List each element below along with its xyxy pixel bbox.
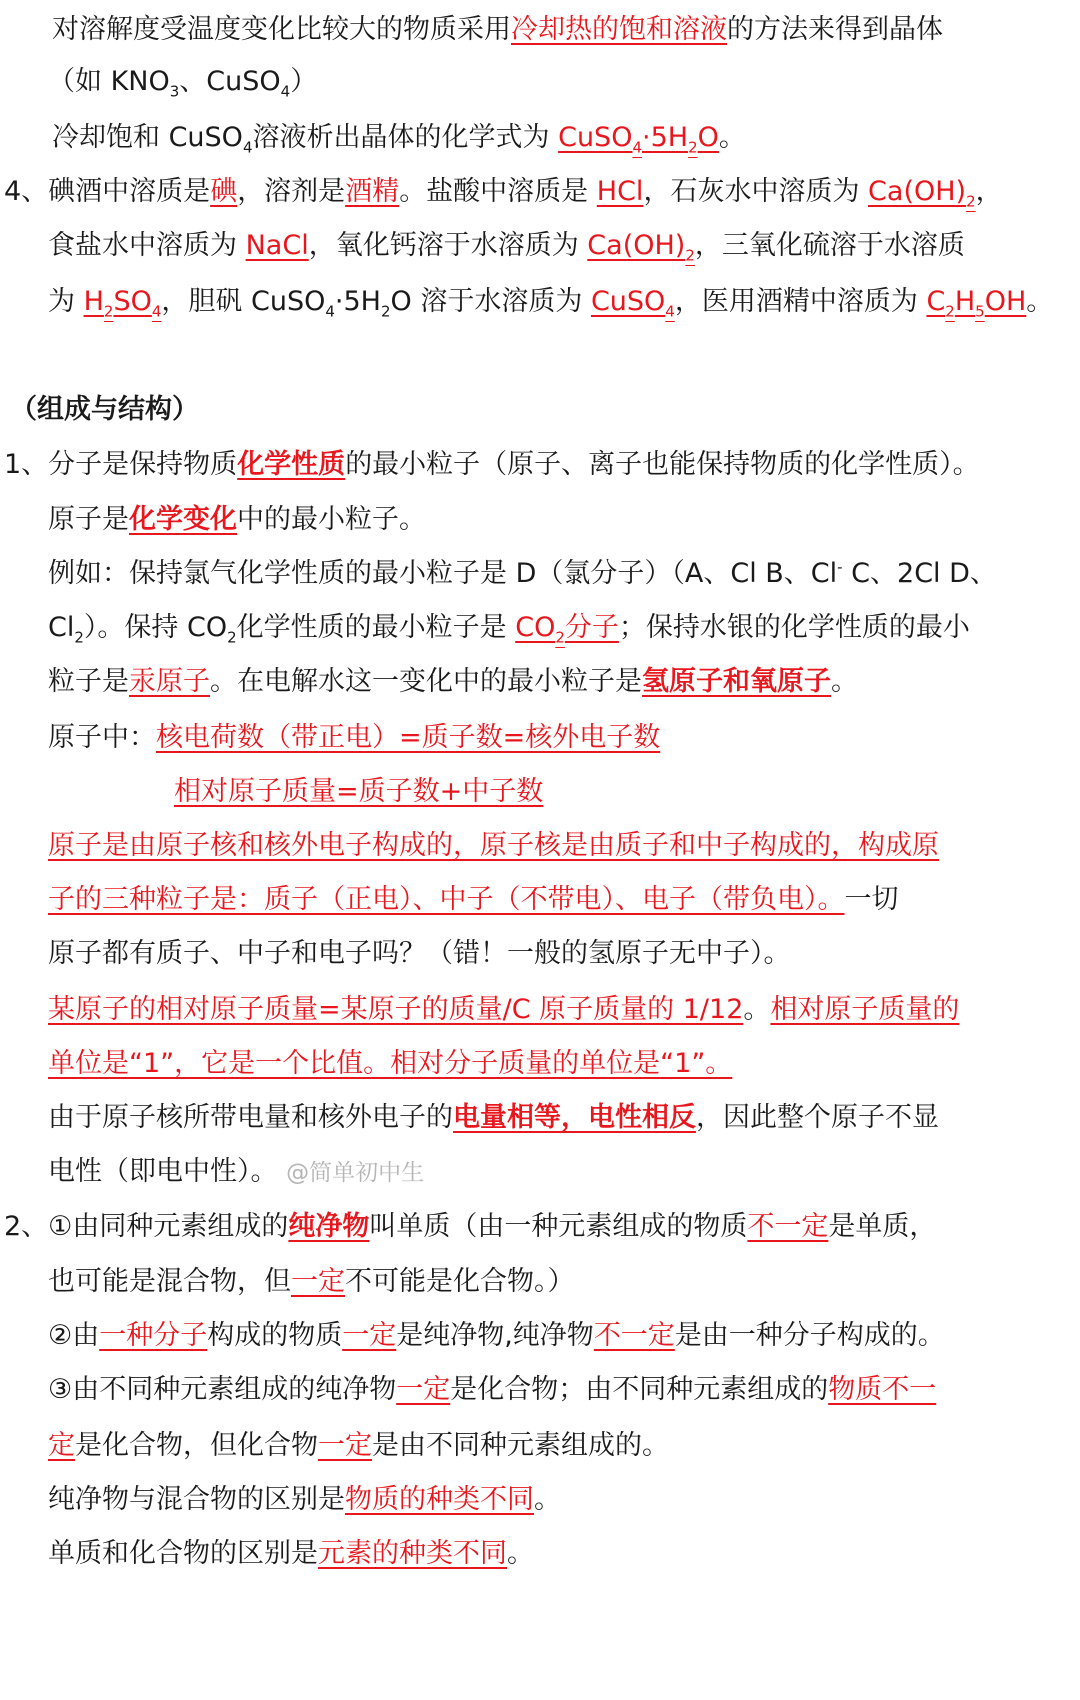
highlighted-answer: 化学变化 xyxy=(129,504,237,535)
highlighted-answer: 化学性质 xyxy=(237,449,346,480)
text-segment: C、2Cl D、 xyxy=(842,558,997,589)
text-segment: 原子是 xyxy=(48,504,129,535)
text-line xyxy=(0,272,1080,332)
highlighted-answer: 电量相等，电性相反 xyxy=(453,1102,696,1133)
highlighted-answer: 相对原子质量=质子数+中子数 xyxy=(174,776,544,807)
text-segment: ，医用酒精中溶质为 xyxy=(674,286,927,317)
highlighted-answer: 氢原子和氧原子 xyxy=(642,666,831,697)
text-segment: 的方法来得到晶体 xyxy=(727,14,943,45)
text-line xyxy=(0,1524,1080,1584)
highlighted-answer: Ca(OH) xyxy=(868,176,967,207)
text-segment: 。 xyxy=(743,994,771,1025)
highlighted-answer: 4 xyxy=(632,138,642,157)
text-line xyxy=(0,1088,1080,1148)
text-line xyxy=(0,980,1080,1040)
text-segment: 。 xyxy=(534,1484,561,1515)
text-segment: 也可能是混合物，但 xyxy=(48,1266,291,1297)
highlighted-answer: 不一定 xyxy=(593,1320,675,1351)
text-segment: 例如：保持氯气化学性质的最小粒子是 D（氯分子）（A、Cl B、Cl xyxy=(48,558,838,589)
text-segment: 。盐酸中溶质是 xyxy=(399,176,597,207)
highlighted-answer: 一定 xyxy=(342,1320,397,1351)
highlighted-answer: 核电荷数（带正电）=质子数=核外电子数 xyxy=(156,722,661,753)
highlighted-answer: O xyxy=(697,122,719,153)
text-segment: 。 xyxy=(718,122,746,153)
text-line xyxy=(0,652,1080,712)
text-segment: 单质和化合物的区别是 xyxy=(48,1538,318,1569)
text-segment: ·5H xyxy=(334,286,381,317)
text-segment: 一切 xyxy=(844,884,899,915)
highlighted-answer: CuSO xyxy=(558,122,633,153)
text-segment: ，氧化钙溶于水溶质为 xyxy=(308,230,588,261)
text-segment: ③由不同种元素组成的纯净物 xyxy=(48,1374,397,1405)
text-line xyxy=(0,1252,1080,1312)
text-segment: 冷却饱和 CuSO xyxy=(52,122,243,153)
text-line xyxy=(0,544,1080,604)
highlighted-answer: 子的三种粒子是：质子（正电）、中子（不带电）、电子（带负电）。 xyxy=(48,884,845,915)
highlighted-answer: 一定 xyxy=(396,1374,451,1405)
highlighted-answer: 2 xyxy=(103,302,114,321)
highlighted-answer: 分子 xyxy=(564,612,619,643)
text-segment: 是化合物；由不同种元素组成的 xyxy=(450,1374,829,1405)
highlighted-answer: 2 xyxy=(688,138,698,157)
text-segment: 2、①由同种元素组成的 xyxy=(4,1211,289,1242)
text-segment: 由于原子核所带电量和核外电子的 xyxy=(48,1102,453,1133)
highlighted-answer: 单位是“1”，它是一个比值。相对分子质量的单位是“1”。 xyxy=(48,1048,733,1079)
text-segment: 是化合物，但化合物 xyxy=(75,1430,318,1461)
highlighted-answer: 原子是由原子核和核外电子构成的，原子核是由质子和中子构成的，构成原 xyxy=(48,830,939,861)
text-segment: 纯净物与混合物的区别是 xyxy=(48,1484,345,1515)
text-segment: 。 xyxy=(1026,286,1054,317)
highlighted-answer: 2 xyxy=(555,628,565,647)
text-segment: 2 xyxy=(74,628,84,647)
text-segment: 构成的物质 xyxy=(207,1320,343,1351)
text-segment: 是由一种分子构成的。 xyxy=(674,1320,945,1351)
text-segment: ）。保持 CO xyxy=(83,612,228,643)
text-segment: ，石灰水中溶质为 xyxy=(643,176,869,207)
text-segment: 食盐水中溶质为 xyxy=(48,230,246,261)
text-segment: Cl xyxy=(48,612,75,643)
text-line xyxy=(0,870,1080,930)
text-line xyxy=(0,924,1080,984)
text-line xyxy=(0,490,1080,550)
highlighted-answer: H xyxy=(83,286,104,317)
text-segment: 4 xyxy=(325,302,335,321)
highlighted-answer: SO xyxy=(113,286,152,317)
text-segment: 叫单质（由一种元素组成的物质 xyxy=(369,1211,748,1242)
highlighted-answer: 冷却热的饱和溶液 xyxy=(511,14,727,45)
text-segment: 4、碘酒中溶质是 xyxy=(4,176,211,207)
text-segment: 对溶解度受温度变化比较大的物质采用 xyxy=(52,14,511,45)
text-segment: 原子都有质子、中子和电子吗？（错！一般的氢原子无中子）。 xyxy=(48,938,791,969)
text-segment: ，溶剂是 xyxy=(237,176,346,207)
highlighted-answer: 2 xyxy=(945,302,955,321)
text-segment: O 溶于水溶质为 xyxy=(390,286,591,317)
text-line xyxy=(0,1306,1080,1366)
text-segment: 不可能是化合物。） xyxy=(345,1266,575,1297)
text-segment: 为 xyxy=(48,286,84,317)
text-segment: ） xyxy=(290,66,318,97)
text-segment: 化学性质的最小粒子是 xyxy=(236,612,516,643)
text-segment: 原子中： xyxy=(48,722,156,753)
text-segment: 。 xyxy=(507,1538,534,1569)
text-line xyxy=(0,1416,1080,1476)
text-line xyxy=(0,816,1080,876)
text-segment: ，因此整个原子不显 xyxy=(696,1102,939,1133)
text-segment: 4 xyxy=(280,82,291,101)
text-line xyxy=(0,762,1080,822)
text-segment: （组成与结构） xyxy=(10,394,199,425)
highlighted-answer: Ca(OH) xyxy=(587,230,686,261)
highlighted-answer: 5 xyxy=(975,302,985,321)
text-segment: ，胆矾 CuSO xyxy=(161,286,326,317)
text-segment: 2 xyxy=(380,302,391,321)
text-segment: 3 xyxy=(169,82,180,101)
text-segment: ；保持水银的化学性质的最小 xyxy=(618,612,970,643)
text-line xyxy=(0,0,1080,60)
highlighted-answer: 元素的种类不同 xyxy=(318,1538,507,1569)
text-segment: - xyxy=(837,558,843,576)
text-line xyxy=(0,1142,1080,1202)
highlighted-answer: 物质不一 xyxy=(828,1374,937,1405)
highlighted-answer: 不一定 xyxy=(747,1211,829,1242)
text-segment: ②由 xyxy=(48,1320,100,1351)
highlighted-answer: 2 xyxy=(685,246,695,265)
highlighted-answer: 纯净物 xyxy=(288,1211,370,1242)
text-line xyxy=(0,380,1080,440)
text-line xyxy=(0,1360,1080,1420)
highlighted-answer: ·5H xyxy=(642,122,689,153)
text-segment: 的最小粒子（原子、离子也能保持物质的化学性质）。 xyxy=(345,449,980,480)
highlighted-answer: HCl xyxy=(596,176,644,207)
highlighted-answer: NaCl xyxy=(245,230,309,261)
text-segment: 4 xyxy=(242,138,253,157)
text-line xyxy=(0,1470,1080,1530)
text-line xyxy=(0,598,1080,658)
text-segment: 中的最小粒子。 xyxy=(237,504,426,535)
highlighted-answer: CuSO xyxy=(590,286,666,317)
highlighted-answer: 4 xyxy=(151,302,162,321)
highlighted-answer: H xyxy=(954,286,976,317)
highlighted-answer: C xyxy=(926,286,946,317)
highlighted-answer: OH xyxy=(984,286,1027,317)
text-line xyxy=(0,216,1080,276)
text-segment: （如 KNO xyxy=(48,66,170,97)
text-line xyxy=(0,1034,1080,1094)
text-segment: 电性（即电中性）。 xyxy=(48,1156,287,1187)
text-segment: 。 xyxy=(831,666,858,697)
text-segment: ，三氧化硫溶于水溶质 xyxy=(694,230,965,261)
watermark-text: @简单初中生 xyxy=(286,1160,425,1186)
highlighted-answer: 相对原子质量的 xyxy=(770,994,960,1025)
text-segment: 2 xyxy=(227,628,237,647)
text-line xyxy=(0,52,1080,112)
highlighted-answer: CO xyxy=(515,612,556,643)
highlighted-answer: 物质的种类不同 xyxy=(345,1484,534,1515)
text-line xyxy=(0,108,1080,168)
text-segment: 是由不同种元素组成的。 xyxy=(372,1430,669,1461)
highlighted-answer: 碘 xyxy=(210,176,238,207)
highlighted-answer: 汞原子 xyxy=(129,666,210,697)
text-segment: 是纯净物,纯净物 xyxy=(396,1320,594,1351)
text-segment: 粒子是 xyxy=(48,666,129,697)
text-segment: 、CuSO xyxy=(179,66,281,97)
text-segment: 是单质， xyxy=(828,1211,937,1242)
highlighted-answer: 4 xyxy=(665,302,675,321)
text-line xyxy=(0,1197,1080,1257)
text-line xyxy=(0,162,1080,222)
highlighted-answer: 一定 xyxy=(291,1266,345,1297)
highlighted-answer: 酒精 xyxy=(345,176,400,207)
highlighted-answer: 某原子的相对原子质量=某原子的质量/C 原子质量的 1/12 xyxy=(48,994,744,1025)
text-segment: 溶液析出晶体的化学式为 xyxy=(252,122,559,153)
text-segment: 1、分子是保持物质 xyxy=(4,449,238,480)
highlighted-answer: 一种分子 xyxy=(99,1320,208,1351)
text-segment: 。在电解水这一变化中的最小粒子是 xyxy=(210,666,642,697)
text-line xyxy=(0,708,1080,768)
highlighted-answer: 定 xyxy=(48,1430,75,1461)
text-line xyxy=(0,435,1080,495)
text-segment: ， xyxy=(975,176,1003,207)
highlighted-answer: 2 xyxy=(966,192,976,211)
highlighted-answer: 一定 xyxy=(318,1430,372,1461)
